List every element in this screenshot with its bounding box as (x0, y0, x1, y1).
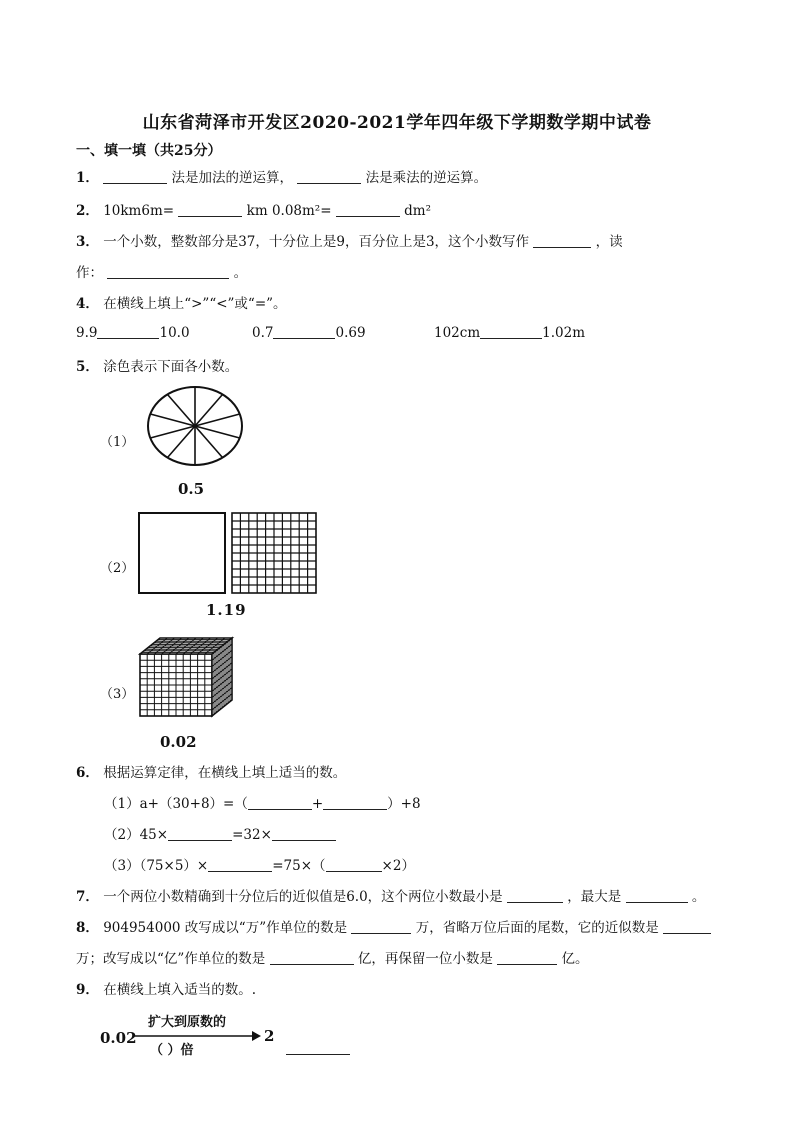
expression-text: ×2） (381, 858, 415, 874)
question-2 (76, 199, 431, 219)
question-text: 亿，再保留一位小数是 (357, 951, 493, 967)
question-number: 1． (76, 170, 99, 186)
unit-square[interactable] (138, 512, 226, 594)
question-text: 作： (76, 265, 103, 281)
question-text: 。 (691, 889, 706, 905)
question-8 (76, 916, 711, 936)
answer-blank[interactable] (97, 324, 159, 339)
answer-blank[interactable] (351, 919, 411, 934)
question-text: dm² (404, 203, 431, 219)
answer-blank[interactable] (248, 795, 312, 810)
answer-blank[interactable] (663, 919, 711, 934)
expression-text: （2）45× (104, 827, 169, 843)
question-1 (76, 166, 487, 186)
compare-value: 10.0 (159, 325, 190, 341)
question-text: 涂色表示下面各小数。 (103, 359, 239, 375)
answer-blank[interactable] (323, 795, 387, 810)
compare-value: 102cm (434, 325, 481, 341)
answer-blank[interactable] (178, 202, 242, 217)
question-text: 10km6m= (103, 203, 175, 219)
expression-text: ）+8 (387, 796, 421, 812)
answer-blank[interactable] (626, 888, 688, 903)
question-9 (76, 978, 256, 998)
item-label: （3） (100, 687, 135, 702)
answer-blank[interactable] (270, 950, 354, 965)
question-text: km 0.08m²= (246, 203, 332, 219)
answer-blank[interactable] (336, 202, 400, 217)
answer-blank[interactable] (273, 324, 335, 339)
figure-caption: 0.02 (160, 733, 197, 751)
question-4 (76, 292, 287, 312)
arrow-label-bottom: （ ）倍 (150, 1043, 194, 1058)
answer-blank[interactable] (208, 857, 272, 872)
compare-value: 9.9 (76, 325, 98, 341)
question-6-part-3 (104, 854, 415, 874)
question-text: 一个小数，整数部分是37，十分位上是9，百分位上是3，这个小数写作 (103, 234, 530, 250)
end-value: 2 (264, 1027, 275, 1045)
answer-blank[interactable] (533, 233, 591, 248)
question-6-part-1 (104, 792, 421, 812)
answer-blank[interactable] (480, 324, 542, 339)
question-text: 。 (233, 265, 248, 281)
question-text: ，最大是 (567, 889, 622, 905)
answer-blank[interactable] (168, 826, 232, 841)
answer-blank[interactable] (507, 888, 563, 903)
question-7 (76, 885, 705, 905)
item-label: （1） (100, 435, 135, 450)
question-3-continued (76, 261, 247, 281)
question-text: 万；改写成以“亿”作单位的数是 (76, 951, 266, 967)
expression-text: =75×（ (272, 858, 326, 874)
question-text: 在横线上填入适当的数。. (103, 982, 256, 998)
expression-text: （3）（75×5）× (104, 858, 209, 874)
figure-caption: 0.5 (178, 480, 205, 498)
compare-value: 1.02m (542, 325, 586, 341)
answer-blank[interactable] (107, 264, 229, 279)
compare-value: 0.7 (252, 325, 274, 341)
thousand-cube[interactable] (138, 636, 236, 718)
question-text: 万，省略万位后面的尾数，它的近似数是 (415, 920, 659, 936)
question-number: 6． (76, 765, 99, 781)
compare-row (252, 324, 366, 341)
question-number: 8． (76, 920, 99, 936)
item-label: （2） (100, 561, 135, 576)
question-text: 904954000 改写成以“万”作单位的数是 (103, 920, 348, 936)
answer-blank[interactable] (272, 826, 336, 841)
question-text: ，读 (595, 234, 623, 250)
question-3 (76, 230, 623, 250)
figure-caption: 1.19 (206, 601, 247, 619)
answer-blank[interactable] (326, 857, 382, 872)
question-text: 在横线上填上“>”“<”或“=”。 (103, 296, 287, 312)
expression-text: =32× (232, 827, 272, 843)
question-number: 4． (76, 296, 99, 312)
question-number: 9． (76, 982, 99, 998)
answer-blank-line (286, 1040, 350, 1057)
hundred-grid[interactable] (231, 512, 317, 594)
question-text: 亿。 (561, 951, 589, 967)
question-5 (76, 355, 238, 375)
question-number: 7． (76, 889, 99, 905)
question-number: 3． (76, 234, 99, 250)
section-heading: 一、填一填（共25分） (76, 143, 222, 159)
question-number: 5． (76, 359, 99, 375)
circle-diagram[interactable] (146, 385, 244, 467)
compare-row (76, 324, 190, 341)
question-text: 根据运算定律，在横线上填上适当的数。 (103, 765, 347, 781)
answer-blank[interactable] (286, 1040, 350, 1055)
start-value: 0.02 (100, 1029, 137, 1047)
page-title: 山东省菏泽市开发区2020-2021学年四年级下学期数学期中试卷 (142, 113, 652, 133)
answer-blank[interactable] (497, 950, 557, 965)
answer-blank[interactable] (297, 169, 361, 184)
arrow-label-top: 扩大到原数的 (148, 1015, 227, 1030)
question-text: 法是乘法的逆运算。 (365, 170, 488, 186)
compare-value: 0.69 (335, 325, 366, 341)
question-8-continued (76, 947, 589, 967)
question-6-part-2 (104, 823, 336, 843)
question-number: 2． (76, 203, 99, 219)
answer-blank[interactable] (103, 169, 167, 184)
compare-row (434, 324, 585, 341)
question-6 (76, 761, 346, 781)
expression-text: （1）a+（30+8）=（ (104, 796, 248, 812)
question-text: 一个两位小数精确到十分位后的近似值是6.0，这个两位小数最小是 (103, 889, 503, 905)
expression-text: + (311, 796, 324, 812)
question-text: 法是加法的逆运算， (171, 170, 293, 186)
